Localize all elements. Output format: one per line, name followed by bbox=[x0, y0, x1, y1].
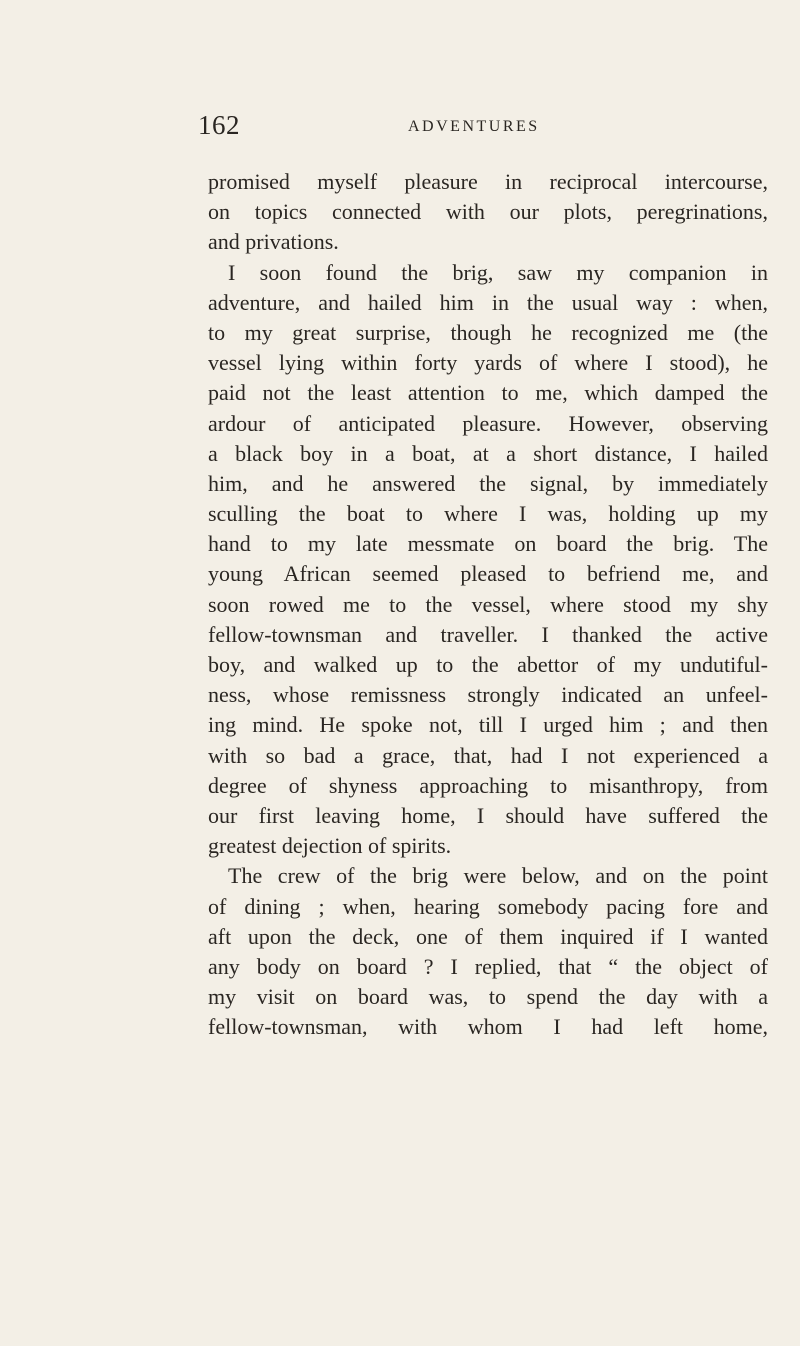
text-line: ing mind. He spoke not, till I urged him ; and then bbox=[208, 712, 768, 738]
text-line: greatest dejection of spirits. bbox=[208, 833, 452, 859]
text-line: sculling the boat to where I was, holding up my bbox=[208, 501, 768, 527]
text-line: any body on board ? I replied, that “ the object of bbox=[208, 953, 768, 979]
text-line: to my great surprise, though he recognized me (the bbox=[208, 319, 768, 345]
text-line: of dining ; when, hearing somebody pacing fore and bbox=[208, 893, 768, 919]
text-line: ardour of anticipated pleasure. However, observing bbox=[208, 410, 768, 436]
text-line: and privations. bbox=[208, 229, 339, 255]
text-line: boy, and walked up to the abettor of my undutiful- bbox=[208, 652, 768, 677]
text-line: promised myself pleasure in reciprocal intercourse, bbox=[208, 169, 768, 194]
text-line: young African seemed pleased to befriend me, and bbox=[208, 561, 768, 587]
page-number: 162 bbox=[198, 110, 240, 140]
text-line: The crew of the brig were below, and on the point bbox=[228, 863, 768, 889]
page-header bbox=[198, 110, 778, 150]
body-text bbox=[208, 167, 768, 1042]
text-line: paid not the least attention to me, which damped the bbox=[208, 380, 768, 406]
text-line: fellow-townsman and traveller. I thanked the active bbox=[208, 621, 768, 647]
text-line: my visit on board was, to spend the day with a bbox=[208, 984, 768, 1010]
text-line: vessel lying within forty yards of where I stood), he bbox=[208, 350, 768, 376]
text-line: a black boy in a boat, at a short distance, I hailed bbox=[208, 440, 768, 466]
text-line: adventure, and hailed him in the usual way : when, bbox=[208, 289, 768, 315]
text-line: aft upon the deck, one of them inquired if I wanted bbox=[208, 923, 768, 949]
text-line: I soon found the brig, saw my companion in bbox=[228, 259, 768, 285]
text-line: with so bad a grace, that, had I not experienced a bbox=[208, 742, 768, 768]
text-line: ness, whose remissness strongly indicated an unfeel- bbox=[208, 682, 768, 708]
text-line: on topics connected with our plots, peregrinations, bbox=[208, 199, 768, 225]
text-line: degree of shyness approaching to misanthropy, from bbox=[208, 772, 768, 798]
text-line: hand to my late messmate on board the brig. The bbox=[208, 531, 768, 557]
running-head: ADVENTURES bbox=[408, 118, 540, 135]
text-line: soon rowed me to the vessel, where stood my shy bbox=[208, 591, 768, 617]
text-line: our first leaving home, I should have suffered the bbox=[208, 802, 768, 828]
text-line: fellow-townsman, with whom I had left home, bbox=[208, 1014, 768, 1040]
text-line: him, and he answered the signal, by immediately bbox=[208, 470, 768, 496]
